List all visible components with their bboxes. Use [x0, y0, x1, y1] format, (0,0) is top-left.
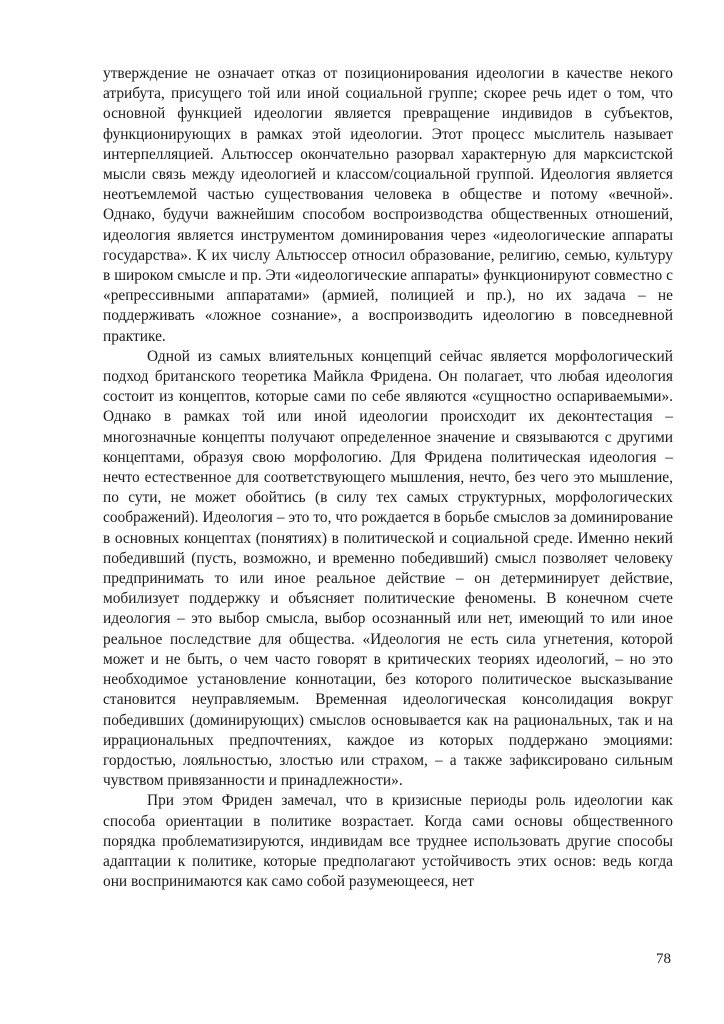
- paragraph-crisis-periods: При этом Фриден замечал, что в кризисные периоды роль идеологии как способа ориентации в политике возрастает. Когда сами основы общественного порядка проблематизируются, индивидам все труднее использовать другие способы адаптации к политике, которые предполагают устойчивость этих основ: ведь когда они воспринимаются как само собой разумеющееся, нет: [103, 792, 673, 891]
- body-text: [103, 64, 673, 892]
- paragraph-althusser-continuation: утверждение не означает отказ от позиционирования идеологии в качестве некого атрибута, присущего той или иной социальной группе; скорее речь идет о том, что основной функцией идеологии является превращение индивидов в субъектов, функционирующих в рамках этой идеологии. Этот процесс мыслитель называет интерпелляцией. Альтюссер окончательно разорвал характерную для марксистской мысли связь между идеологией и классом/социальной группой. Идеология является неотъемлемой частью существования человека в обществе и потому «вечной». Однако, будучи важнейшим способом воспроизводства общественных отношений, идеология является инструментом доминирования через «идеологические аппараты государства». К их числу Альтюссер относил образование, религию, семью, культуру в широком смысле и пр. Эти «идеологические аппараты» функционируют совместно с «репрессивными аппаратами» (армией, полицией и пр.), но их задача – не поддерживать «ложное сознание», а воспроизводить идеологию в повседневной практике.: [103, 65, 673, 345]
- page-number: 78: [656, 951, 671, 967]
- paragraph-freeden-morphology: Одной из самых влиятельных концепций сейчас является морфологический подход британского теоретика Майкла Фридена. Он полагает, что любая идеология состоит из концептов, которые сами по себе являются «сущностно оспариваемыми». Однако в рамках той или иной идеологии происходит их деконтестация – многозначные концепты получают определенное значение и связываются с другими концептами, образуя свою морфологию. Для Фридена политическая идеология – нечто естественное для соответствующего мышления, нечто, без чего это мышление, по сути, не может обойтись (в силу тех самых структурных, морфологических соображений). Идеология – это то, что рождается в борьбе смыслов за доминирование в основных концептах (понятиях) в политической и социальной среде. Именно некий победивший (пусть, возможно, и временно победивший) смысл позволяет человеку предпринимать то или иное реальное действие – он детерминирует действие, мобилизует поддержку и объясняет политические феномены. В конечном счете идеология – это выбор смысла, выбор осознанный или нет, имеющий то или иное реальное последствие для общества. «Идеология не есть сила угнетения, которой может и не быть, о чем часто говорят в критических теориях идеологий, – но это необходимое установление коннотации, без которого политическое высказывание становится неуправляемым. Временная идеологическая консолидация вокруг победивших (доминирующих) смыслов основывается как на рациональных, так и на иррациональных предпочтениях, каждое из которых поддержано эмоциями: гордостью, лояльностью, злостью или страхом, – а также зафиксировано сильным чувством привязанности и принадлежности».: [103, 347, 673, 790]
